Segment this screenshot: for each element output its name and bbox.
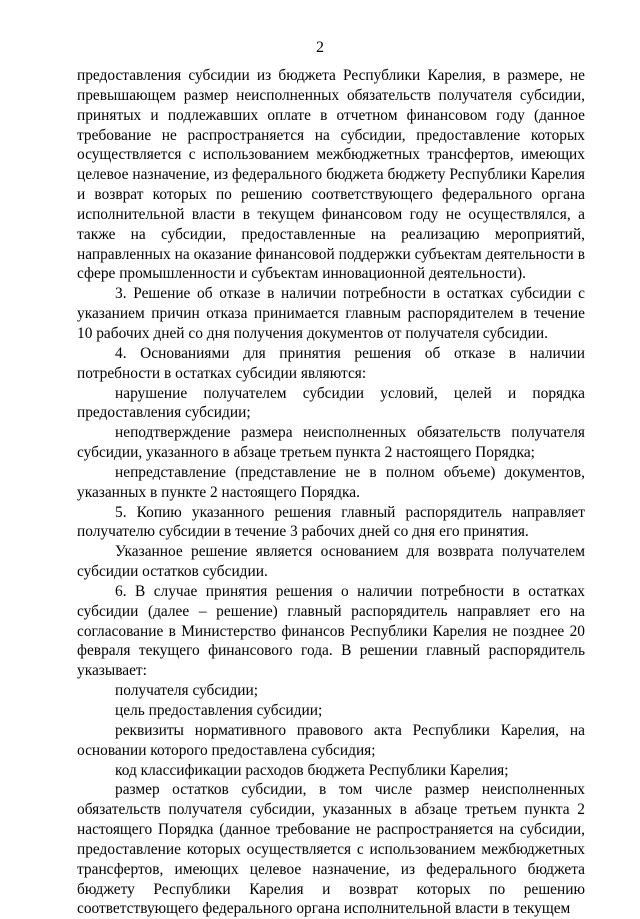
paragraph-item-4: 4. Основаниями для принятия решения об отказе в наличии потребности в остатках субсидии являются: <box>77 344 585 382</box>
paragraph-item-3: 3. Решение об отказе в наличии потребности в остатках субсидии с указанием причин отказа принимается главным распорядителем в течение 10 рабочих дней со дня получения документов от получателя субсидии. <box>77 285 585 342</box>
paragraph-decision-basis: Указанное решение является основанием для возврата получателем субсидии остатков субсидии. <box>77 543 585 581</box>
paragraph-field-purpose: цель предоставления субсидии; <box>115 702 323 719</box>
paragraph-field-balance-amount: размер остатков субсидии, в том числе размер неисполненных обязательств получателя субсидии, указанных в абзаце третьем пункта 2 настоящего Порядка (данное требование не распространяется на субсидии, предоставление которых осуществляется с использованием межбюджетных трансфертов, имеющих целевое назначение, из федерального бюджета бюджету Республики Карелия и возврат которых по решению соответствующего федерального органа исполнительной власти в текущем <box>77 781 585 918</box>
paragraph-field-recipient: получателя субсидии; <box>115 682 259 700</box>
paragraph-continuation: предоставления субсидии из бюджета Республики Карелия, в размере, не превышающем размер неисполненных обязательств получателя субсидии, принятых и подлежавших оплате в отчетном финансовом году (данное требование не распространяется на субсидии, предоставление которых осуществляется с использованием межбюджетных трансфертов, имеющих целевое назначение, из федерального бюджета бюджету Республики Карелия и возврат которых по решению соответствующего федерального органа исполнительной власти в текущем финансовом году не осуществлялся, а также на субсидии, предоставленные на реализацию мероприятий, направленных на оказание финансовой поддержки субъектам деятельности в сфере промышленности и субъектам инновационной деятельности). <box>77 67 585 283</box>
paragraph-item-6: 6. В случае принятия решения о наличии потребности в остатках субсидии (далее – решение) главный распорядитель направляет его на согласование в Министерство финансов Республики Карелия не позднее 20 февраля текущего финансового года. В решении главный распорядитель указывает: <box>77 582 585 680</box>
paragraph-ground-nonsubmission: непредставление (представление не в полном объеме) документов, указанных в пункте 2 настоящего Порядка. <box>77 463 585 501</box>
paragraph-ground-violation: нарушение получателем субсидии условий, целей и порядка предоставления субсидии; <box>77 384 585 422</box>
document-body <box>77 66 585 919</box>
page-number: 2 <box>316 39 324 56</box>
paragraph-field-legal-act: реквизиты нормативного правового акта Республики Карелия, на основании которого предоставлена субсидия; <box>77 721 585 759</box>
paragraph-ground-unconfirmed: неподтверждение размера неисполненных обязательств получателя субсидии, указанного в абзаце третьем пункта 2 настоящего Порядка; <box>77 424 585 462</box>
paragraph-field-budget-code: код классификации расходов бюджета Республики Карелия; <box>115 761 509 779</box>
paragraph-item-5: 5. Копию указанного решения главный распорядитель направляет получателю субсидии в течение 3 рабочих дней со дня его принятия. <box>77 503 585 541</box>
